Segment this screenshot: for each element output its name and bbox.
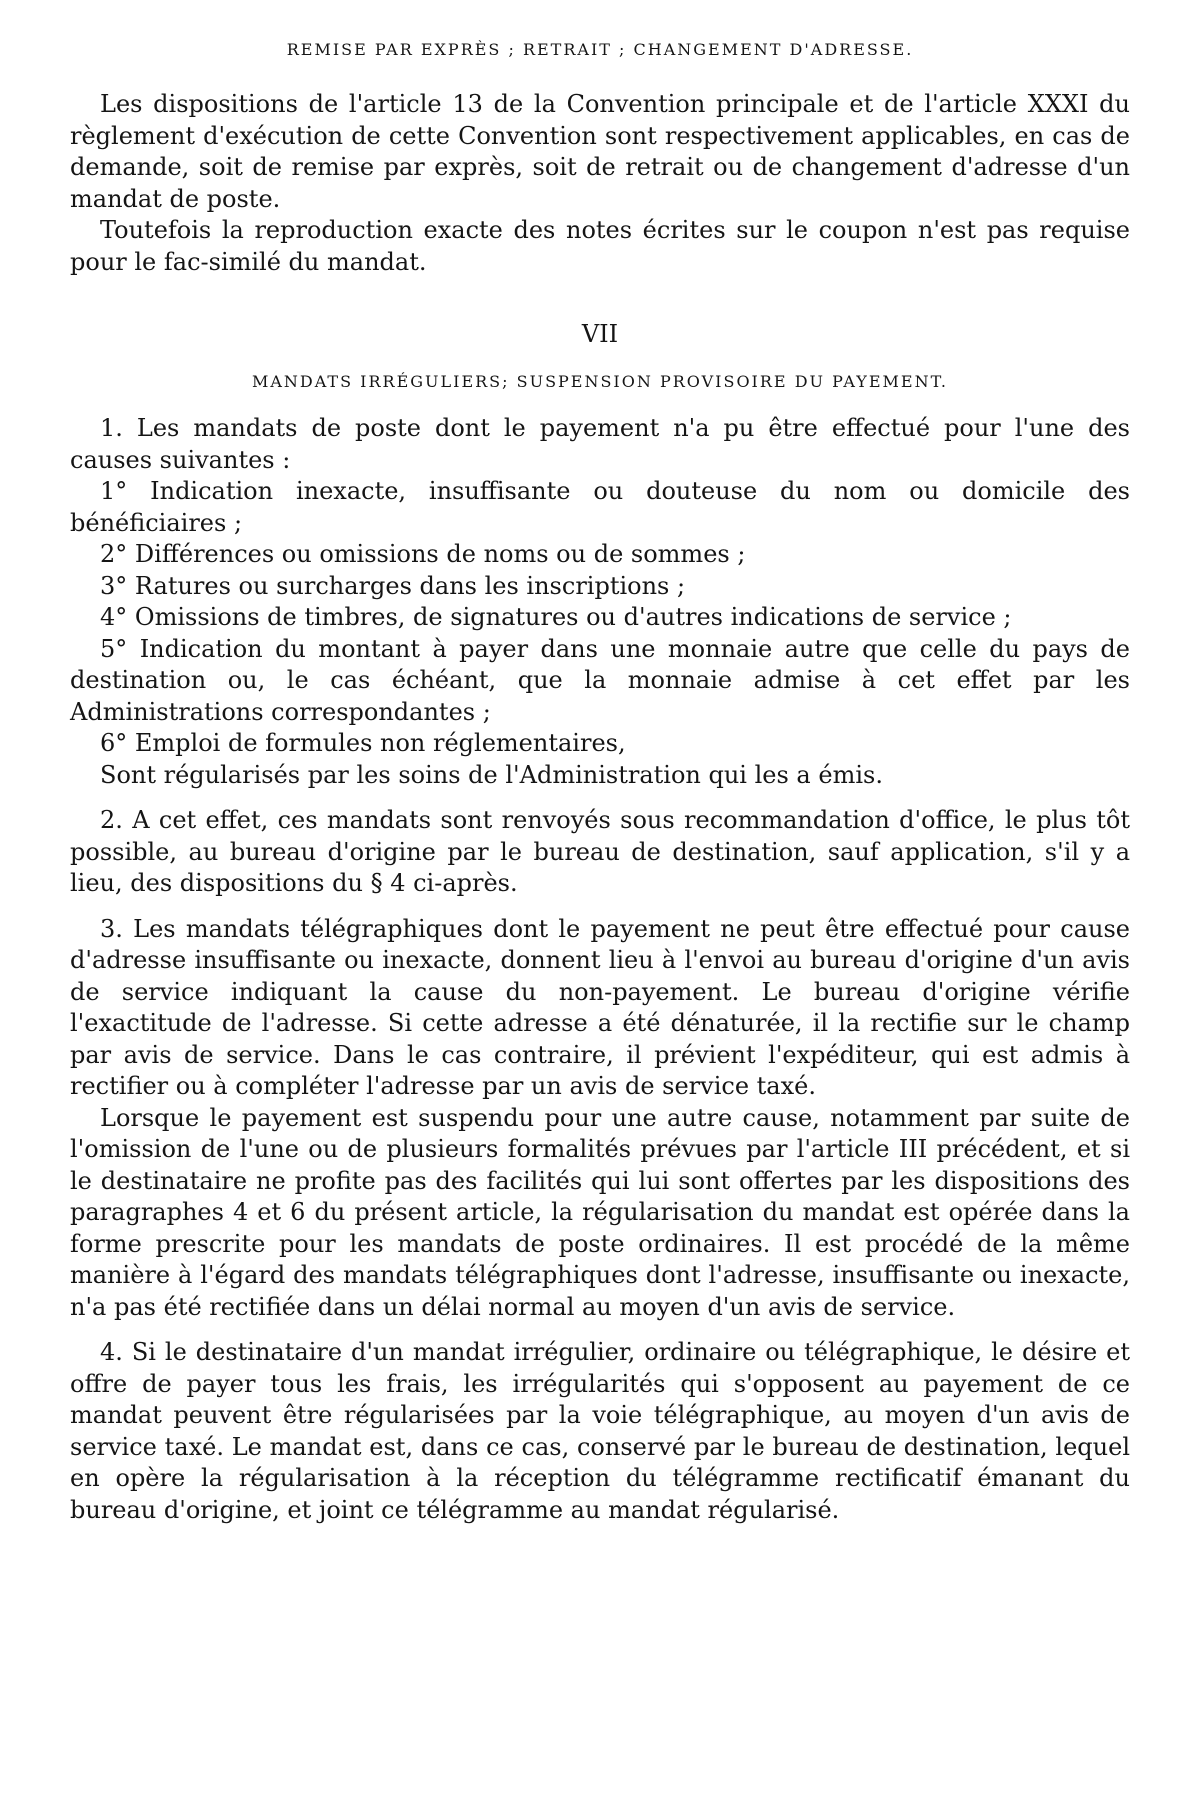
list-item-4: 4° Omissions de timbres, de signatures ou d'autres indications de service ; (100, 603, 1012, 631)
section-number: VII (581, 320, 619, 348)
list-item-3: 3° Ratures ou surcharges dans les inscriptions ; (100, 571, 686, 600)
list-item-5: 5° Indication du montant à payer dans une monnaie autre que celle du pays de destination ou, le cas échéant, que la monnaie admise à cet effet par les Administrations correspondantes ; (70, 634, 1130, 726)
list-item-1: 1° Indication inexacte, insuffisante ou douteuse du nom ou domicile des bénéficiaires ; (70, 477, 1130, 537)
intro-paragraph-2: Toutefois la reproduction exacte des notes écrites sur le coupon n'est pas requise pour le fac-similé du mandat. (70, 216, 1130, 276)
paragraph-3-continued: Lorsque le payement est suspendu pour une autre cause, notamment par suite de l'omission de l'une ou de plusieurs formalités prévues par l'article III précédent, et si le destinataire ne profite pas des facilités qui lui sont offertes par les dispositions des paragraphes 4 et 6 du présent article, la régularisation du mandat est opérée dans la forme prescrite pour les mandats de poste ordinaires. Il est procédé de la même manière à l'égard des mandats télégraphiques dont l'adresse, insuffisante ou inexacte, n'a pas été rectifiée dans un délai normal au moyen d'un avis de service. (70, 1103, 1130, 1321)
paragraph-2: 2. A cet effet, ces mandats sont renvoyés sous recommandation d'office, le plus tôt possible, au bureau d'origine par le bureau de destination, sauf application, s'il y a lieu, des dispositions du § 4 ci-après. (70, 806, 1130, 897)
paragraph-3: 3. Les mandats télégraphiques dont le payement ne peut être effectué pour cause d'adresse insuffisante ou inexacte, donnent lieu à l'envoi au bureau d'origine d'un avis de service indiquant la cause du non-payement. Le bureau d'origine vérifie l'exactitude de l'adresse. Si cette adresse a été dénaturée, il la rectifie sur le champ par avis de service. Dans le cas contraire, il prévient l'expéditeur, qui est admis à rectifier ou à compléter l'adresse par un avis de service taxé. (70, 914, 1130, 1100)
paragraph-1-intro: 1. Les mandats de poste dont le payement n'a pu être effectué pour l'une des causes suivantes : (70, 414, 1130, 474)
document-page (70, 40, 1130, 1526)
paragraph-1-closing: Sont régularisés par les soins de l'Administration qui les a émis. (100, 760, 883, 789)
running-head: REMISE PAR EXPRÈS ; RETRAIT ; CHANGEMENT D'ADRESSE. (286, 40, 914, 59)
section-title: MANDATS IRRÉGULIERS; SUSPENSION PROVISOIRE DU PAYEMENT. (251, 372, 948, 391)
list-item-2: 2° Différences ou omissions de noms ou de sommes ; (100, 540, 746, 568)
list-item-6: 6° Emploi de formules non réglementaires, (100, 729, 626, 757)
intro-paragraph-1: Les dispositions de l'article 13 de la Convention principale et de l'article XXXI du règlement d'exécution de cette Convention sont respectivement applicables, en cas de demande, soit de remise par exprès, soit de retrait ou de changement d'adresse d'un mandat de poste. (70, 90, 1130, 213)
paragraph-4: 4. Si le destinataire d'un mandat irrégulier, ordinaire ou télégraphique, le désire et offre de payer tous les frais, les irrégularités qui s'opposent au payement de ce mandat peuvent être régularisées par la voie télégraphique, au moyen d'un avis de service taxé. Le mandat est, dans ce cas, conservé par le bureau de destination, lequel en opère la régularisation à la réception du télégramme rectificatif émanant du bureau d'origine, et joint ce télégramme au mandat régularisé. (70, 1338, 1130, 1524)
